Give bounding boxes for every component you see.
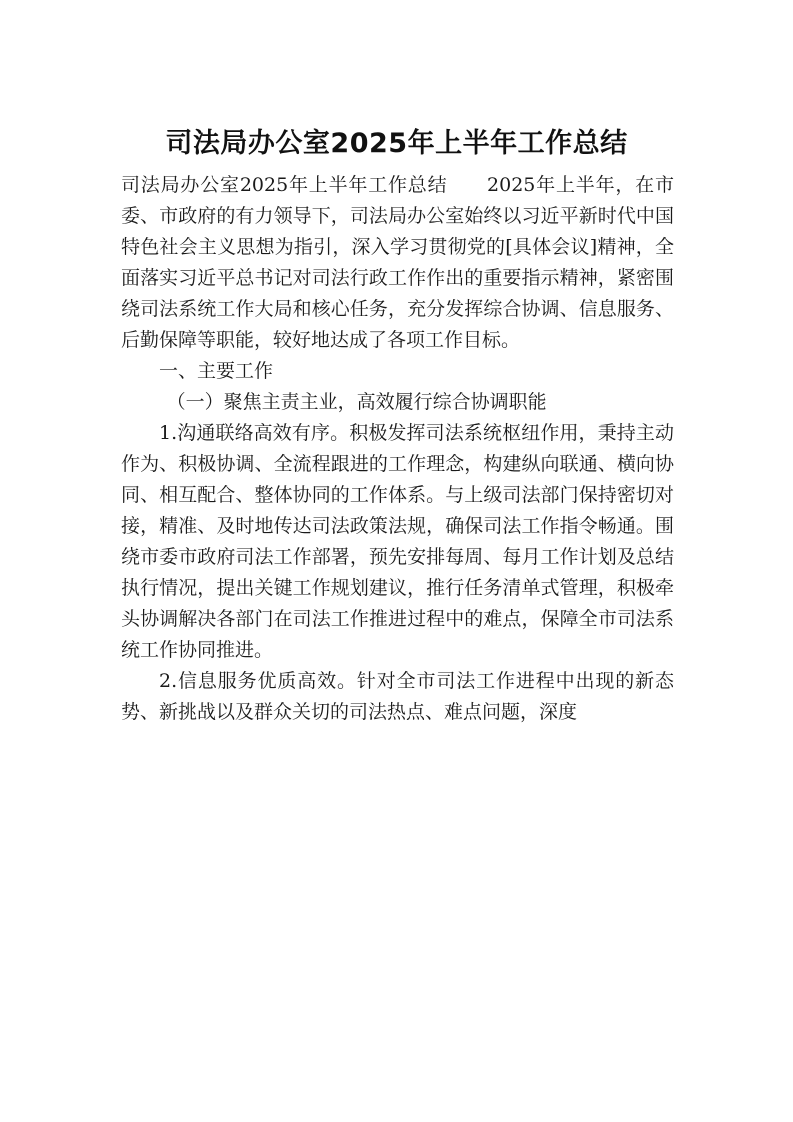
intro-paragraph: 司法局办公室2025年上半年工作总结 2025年上半年，在市委、市政府的有力领导下，司法局办公室始终以习近平新时代中国特色社会主义思想为指引，深入学习贯彻党的[具体会议]精神，全面落实习近平总书记对司法行政工作作出的重要指示精神，紧密围绕司法系统工作大局和核心任务，充分发挥综合协调、信息服务、后勤保障等职能，较好地达成了各项工作目标。 [121,174,674,351]
document-body [121,170,674,728]
section-heading-main-work: 一、主要工作 [159,360,274,382]
paragraph-information-service: 2.信息服务优质高效。针对全市司法工作进程中出现的新态势、新挑战以及群众关切的司法热点、难点问题，深度 [121,670,674,723]
document-title: 司法局办公室2025年上半年工作总结 [165,128,628,159]
paragraph-communication: 1.沟通联络高效有序。积极发挥司法系统枢纽作用，秉持主动作为、积极协调、全流程跟进的工作理念，构建纵向联通、横向协同、相互配合、整体协同的工作体系。与上级司法部门保持密切对接，精准、及时地传达司法政策法规，确保司法工作指令畅通。围绕市委市政府司法工作部署，预先安排每周、每月工作计划及总结执行情况，提出关键工作规划建议，推行任务清单式管理，积极牵头协调解决各部门在司法工作推进过程中的难点，保障全市司法系统工作协同推进。 [121,422,674,661]
subsection-heading-coordination: （一）聚焦主责主业，高效履行综合协调职能 [166,391,547,413]
